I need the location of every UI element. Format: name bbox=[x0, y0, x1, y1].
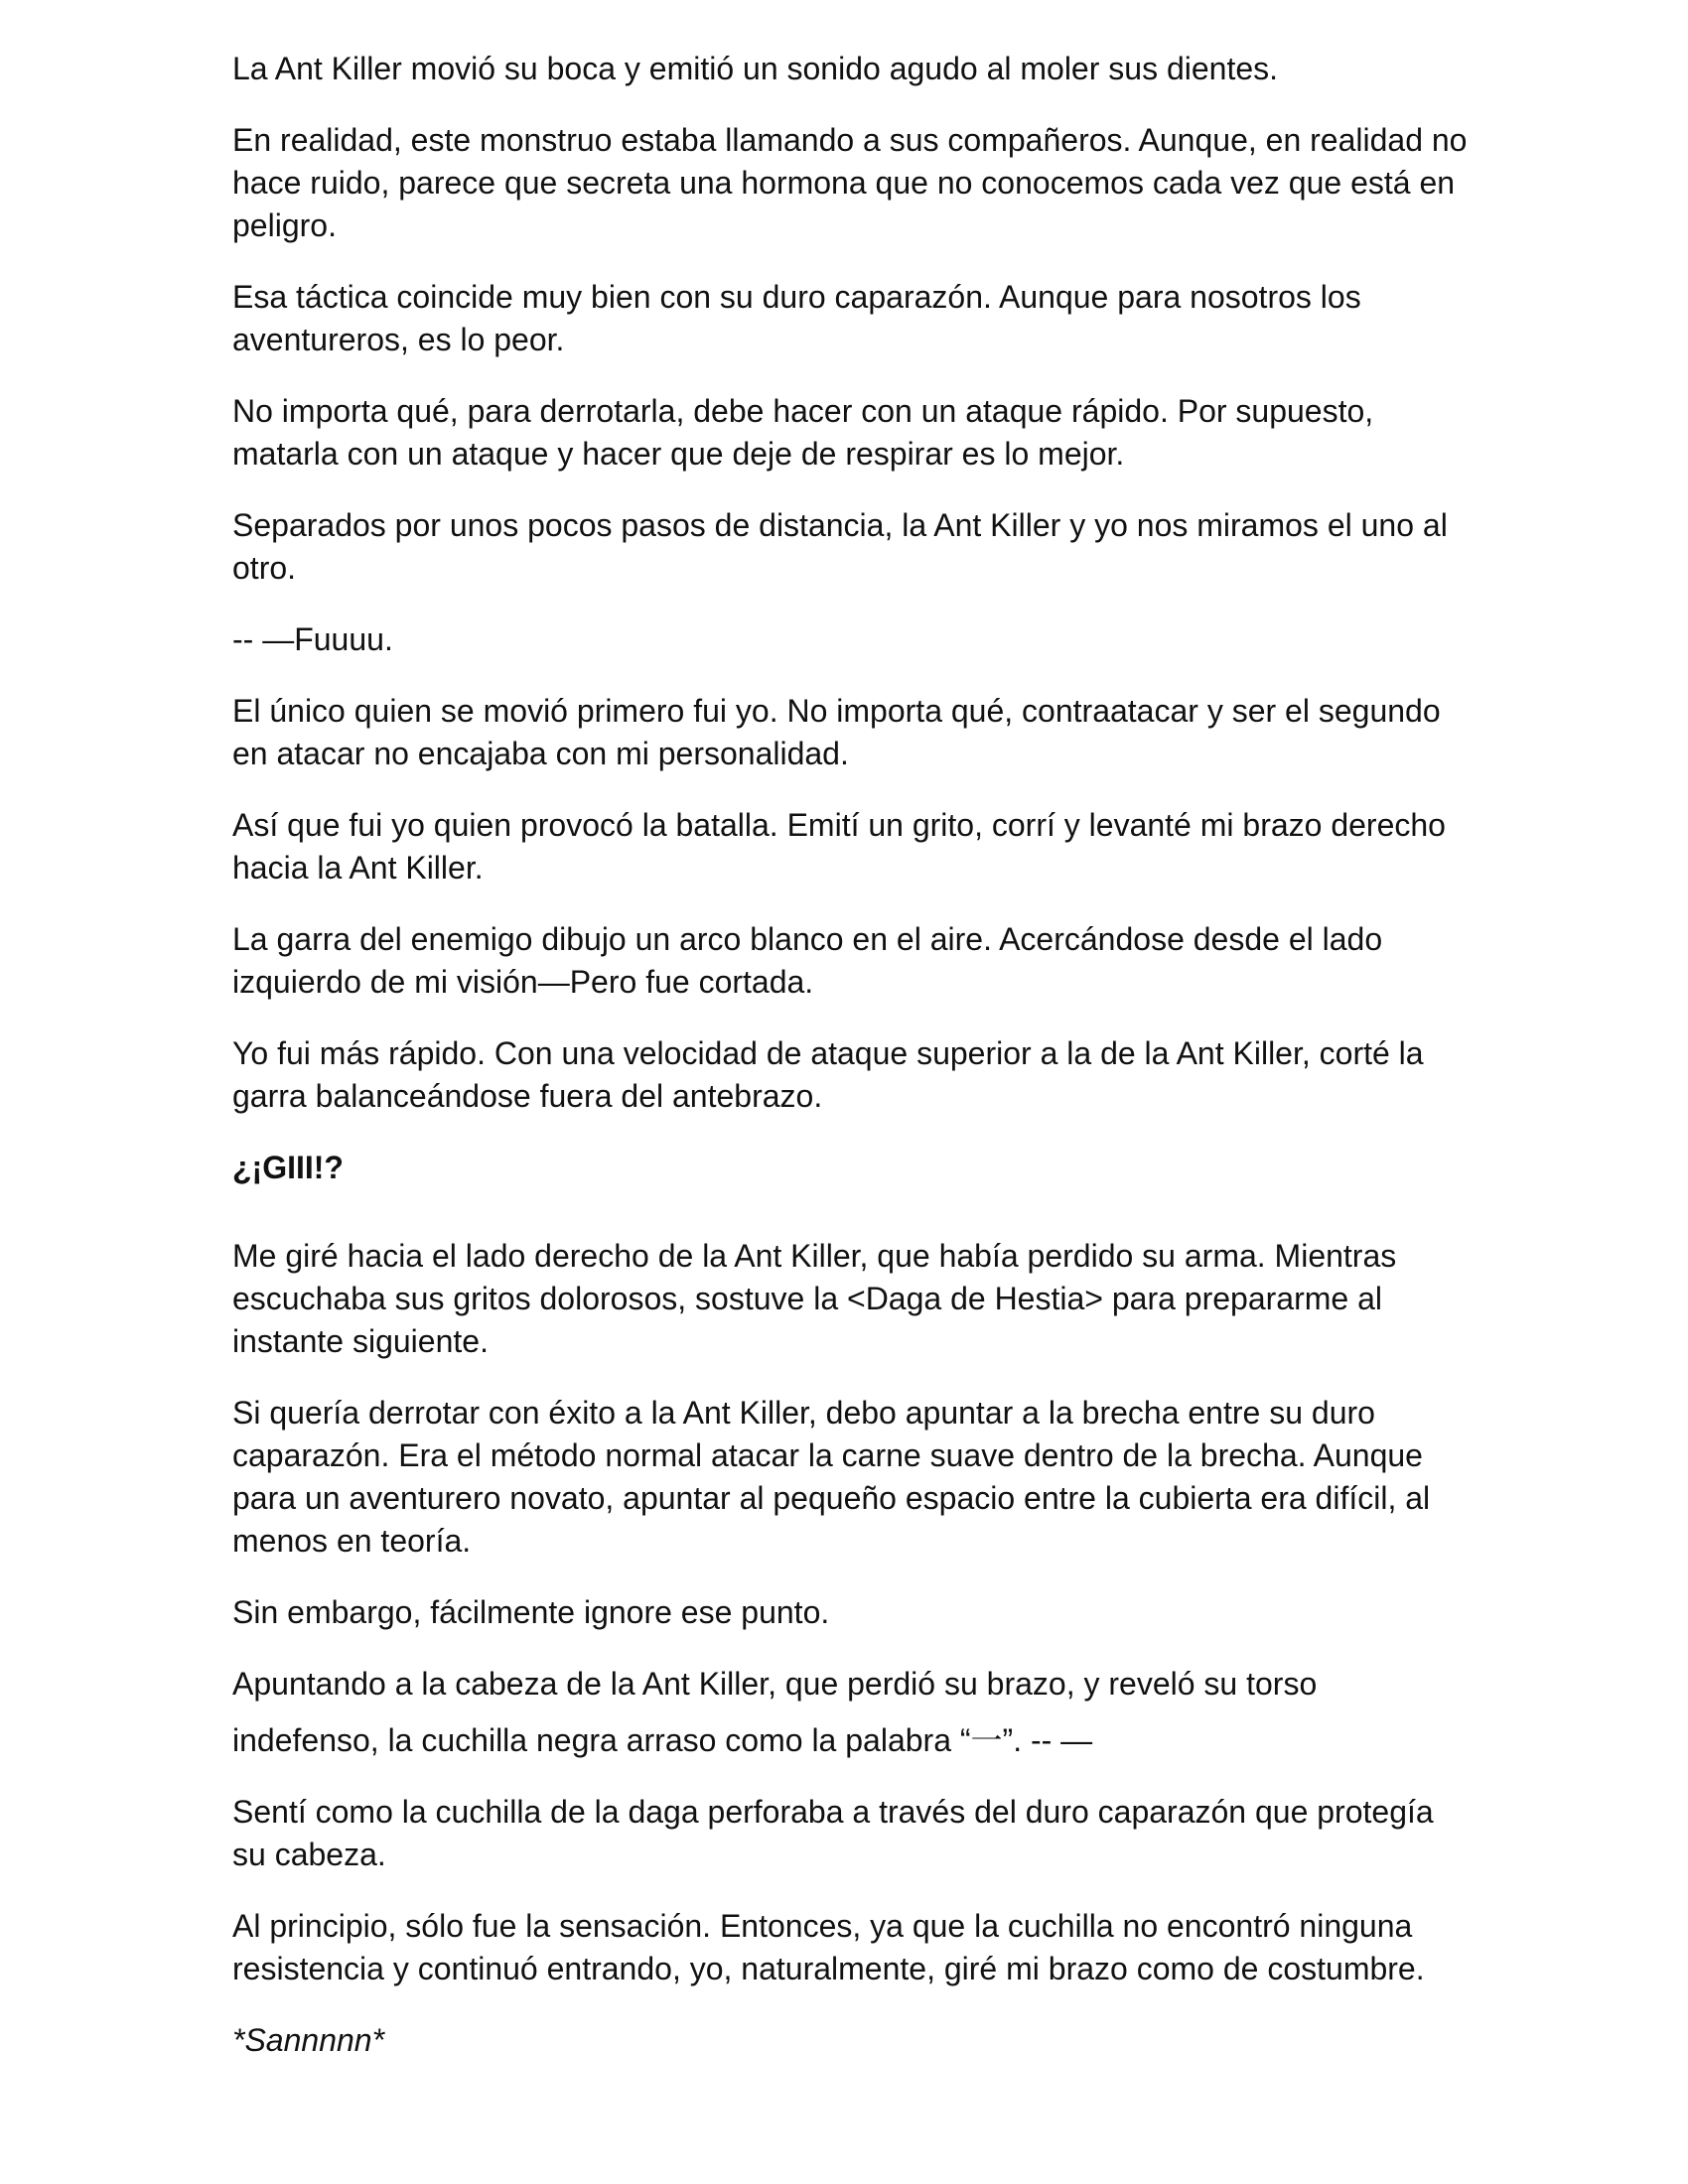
paragraph-17: Al principio, sólo fue la sensación. Entonces, ya que la cuchilla no encontró ninguna resistencia y continuó entrando, yo, naturalmente, giré mi brazo como de costumbre. bbox=[232, 1908, 1425, 1986]
paragraph-15 bbox=[232, 1663, 1474, 1762]
paragraph-13: Si quería derrotar con éxito a la Ant Killer, debo apuntar a la brecha entre su duro caparazón. Era el método normal atacar la carne suave dentro de la brecha. Aunque para un aventurero novato, apuntar al pequeño espacio entre la cubierta era difícil, al menos en teoría. bbox=[232, 1395, 1431, 1559]
paragraph-sound-effect: *Sannnnn* bbox=[232, 2022, 385, 2058]
paragraph-15-line-2: indefenso, la cuchilla negra arraso como la palabra “一”. -- — bbox=[232, 1722, 1093, 1758]
paragraph-3: Esa táctica coincide muy bien con su duro caparazón. Aunque para nosotros los aventureros, es lo peor. bbox=[232, 279, 1361, 357]
paragraph-1: La Ant Killer movió su boca y emitió un sonido agudo al moler sus dientes. bbox=[232, 51, 1279, 86]
paragraph-10: Yo fui más rápido. Con una velocidad de ataque superior a la de la Ant Killer, corté la garra balanceándose fuera del antebrazo. bbox=[232, 1035, 1424, 1114]
paragraph-16: Sentí como la cuchilla de la daga perforaba a través del duro caparazón que protegía su cabeza. bbox=[232, 1794, 1434, 1872]
paragraph-6: -- —Fuuuu. bbox=[232, 621, 393, 657]
paragraph-14: Sin embargo, fácilmente ignore ese punto. bbox=[232, 1594, 830, 1630]
paragraph-4: No importa qué, para derrotarla, debe hacer con un ataque rápido. Por supuesto, matarla con un ataque y hacer que deje de respirar es lo mejor. bbox=[232, 393, 1374, 472]
paragraph-7: El único quien se movió primero fui yo. No importa qué, contraatacar y ser el segundo en atacar no encajaba con mi personalidad. bbox=[232, 693, 1441, 771]
paragraph-9: La garra del enemigo dibujo un arco blanco en el aire. Acercándose desde el lado izquierdo de mi visión—Pero fue cortada. bbox=[232, 921, 1383, 1000]
paragraph-12: Me giré hacia el lado derecho de la Ant Killer, que había perdido su arma. Mientras escuchaba sus gritos dolorosos, sostuve la <Daga de Hestia> para prepararme al instante siguiente. bbox=[232, 1238, 1397, 1359]
paragraph-exclamation: ¿¡GIII!? bbox=[232, 1150, 344, 1185]
text-body bbox=[232, 48, 1474, 2091]
paragraph-5: Separados por unos pocos pasos de distancia, la Ant Killer y yo nos miramos el uno al otro. bbox=[232, 507, 1448, 586]
paragraph-8: Así que fui yo quien provocó la batalla. Emití un grito, corrí y levanté mi brazo derecho hacia la Ant Killer. bbox=[232, 807, 1446, 886]
paragraph-2: En realidad, este monstruo estaba llamando a sus compañeros. Aunque, en realidad no hace ruido, parece que secreta una hormona que no conocemos cada vez que está en peligro. bbox=[232, 122, 1468, 243]
paragraph-15-line-1: Apuntando a la cabeza de la Ant Killer, que perdió su brazo, y reveló su torso bbox=[232, 1666, 1318, 1702]
